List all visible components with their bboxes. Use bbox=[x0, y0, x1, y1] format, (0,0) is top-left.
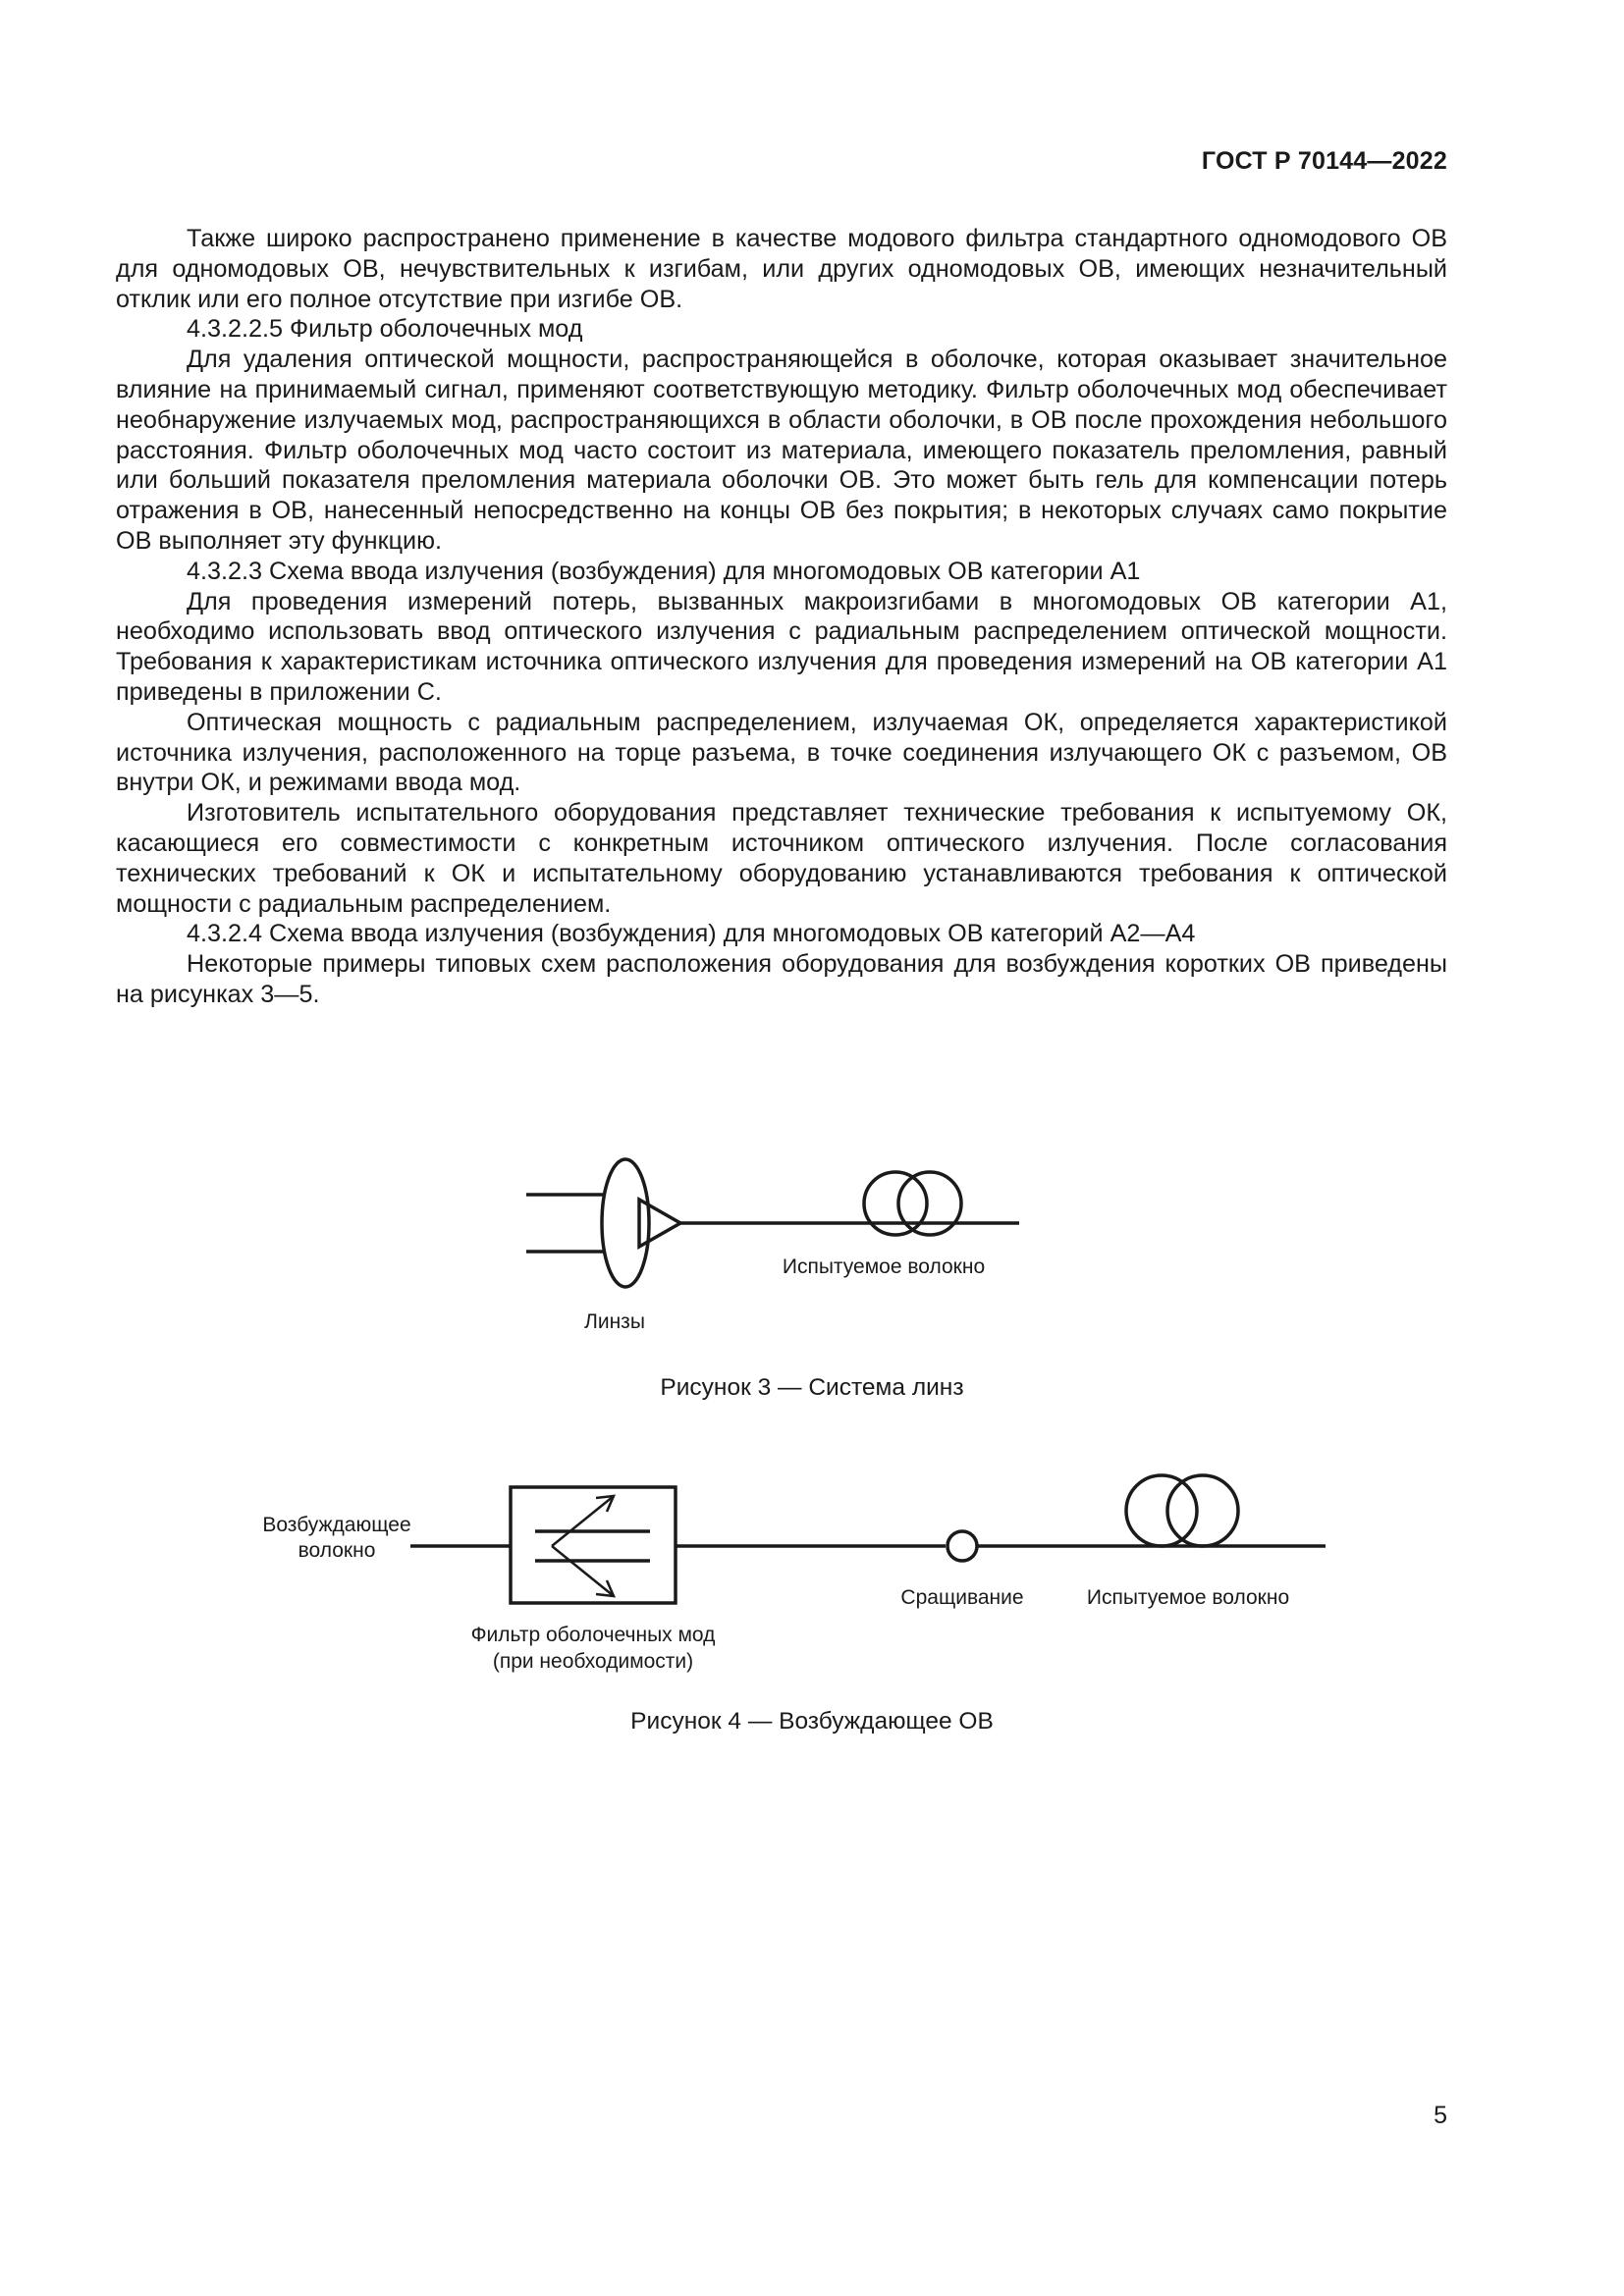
splice-label: Сращивание bbox=[900, 1586, 1024, 1609]
figure-3-caption: Рисунок 3 — Система линз bbox=[660, 1374, 964, 1401]
section-heading: 4.3.2.3 Схема ввода излучения (возбуждения) для многомодовых ОВ категории А1 bbox=[187, 557, 1141, 585]
fiber-loop-icon bbox=[864, 1172, 927, 1235]
section-heading: 4.3.2.4 Схема ввода излучения (возбуждения) для многомодовых ОВ категорий А2—А4 bbox=[187, 920, 1196, 948]
paragraph: Изготовитель испытательного оборудования представляет технические требования к испытуемому ОК, касающиеся его совместимости с конкретным источником оптического излучения. После согласования технических требований к ОК и испытательному оборудованию устанавливаются требования к оптической мощности с радиальным распределением. bbox=[116, 799, 1447, 918]
paragraph: Для удаления оптической мощности, распространяющейся в оболочке, которая оказывает значительное влияние на принимаемый сигнал, применяют соответствующую методику. Фильтр оболочечных мод обеспечивает необнаружение излучаемых мод, распространяющихся в области оболочки, в ОВ после прохождения небольшого расстояния. Фильтр оболочечных мод часто состоит из материала, имеющего показатель преломления, равный или больший показателя преломления материала оболочки ОВ. Это может быть гель для компенсации потерь отражения в ОВ, нанесенный непосредственно на концы ОВ без покрытия; в некоторых случаях само покрытие ОВ выполняет эту функцию. bbox=[116, 346, 1447, 555]
test-fiber-label: Испытуемое волокно bbox=[1086, 1586, 1290, 1609]
page-number: 5 bbox=[1434, 2102, 1447, 2129]
fiber-loop-icon bbox=[1167, 1475, 1238, 1546]
paragraph: Некоторые примеры типовых схем расположения оборудования для возбуждения коротких ОВ приведены на рисунках 3—5. bbox=[116, 950, 1447, 1008]
figure-4 bbox=[0, 1453, 1624, 1747]
paragraph: Также широко распространено применение в качестве модового фильтра стандартного одномодового ОВ для одномодовых ОВ, нечувствительных к изгибам, или других одномодовых ОВ, имеющих незначительный отклик или его полное отсутствие при изгибе ОВ. bbox=[116, 225, 1447, 313]
paragraph: Для проведения измерений потерь, вызванных макроизгибами в многомодовых ОВ категории А1, необходимо использовать ввод оптического излучения с радиальным распределением оптической мощности. Требования к характеристикам источника оптического излучения для проведения измерений на ОВ категории А1 приведены в приложении С. bbox=[116, 587, 1447, 706]
launch-fiber-diagram bbox=[0, 1453, 1624, 1698]
paragraph: Оптическая мощность с радиальным распределением, излучаемая ОК, определяется характеристикой источника излучения, расположенного на торце разъема, в точке соединения излучающего ОК с разъемом, ОВ внутри ОК, и режимами ввода мод. bbox=[116, 708, 1447, 797]
cladding-mode-filter-box bbox=[511, 1487, 676, 1603]
fiber-loop-icon bbox=[1126, 1475, 1197, 1546]
launch-fiber-label-line2: волокно bbox=[298, 1539, 376, 1562]
filter-label-line1: Фильтр оболочечных мод bbox=[470, 1624, 716, 1646]
focus-cone-icon bbox=[639, 1200, 680, 1247]
document-header: ГОСТ Р 70144—2022 bbox=[1201, 147, 1447, 175]
fiber-loop-icon bbox=[898, 1172, 961, 1235]
lens-system-diagram bbox=[0, 1139, 1624, 1394]
lenses-label: Линзы bbox=[584, 1310, 645, 1333]
lens-icon bbox=[602, 1159, 649, 1287]
figure-3 bbox=[0, 1139, 1624, 1433]
figure-4-caption: Рисунок 4 — Возбуждающее ОВ bbox=[630, 1708, 994, 1735]
launch-fiber-label-line1: Возбуждающее bbox=[262, 1514, 411, 1536]
filter-label-line2: (при необходимости) bbox=[492, 1650, 694, 1673]
mode-stripping-arrows-icon bbox=[552, 1496, 614, 1596]
splice-icon bbox=[947, 1531, 977, 1561]
section-heading: 4.3.2.2.5 Фильтр оболочечных мод bbox=[187, 315, 583, 344]
body-text bbox=[116, 224, 1447, 1010]
test-fiber-label: Испытуемое волокно bbox=[782, 1255, 986, 1278]
